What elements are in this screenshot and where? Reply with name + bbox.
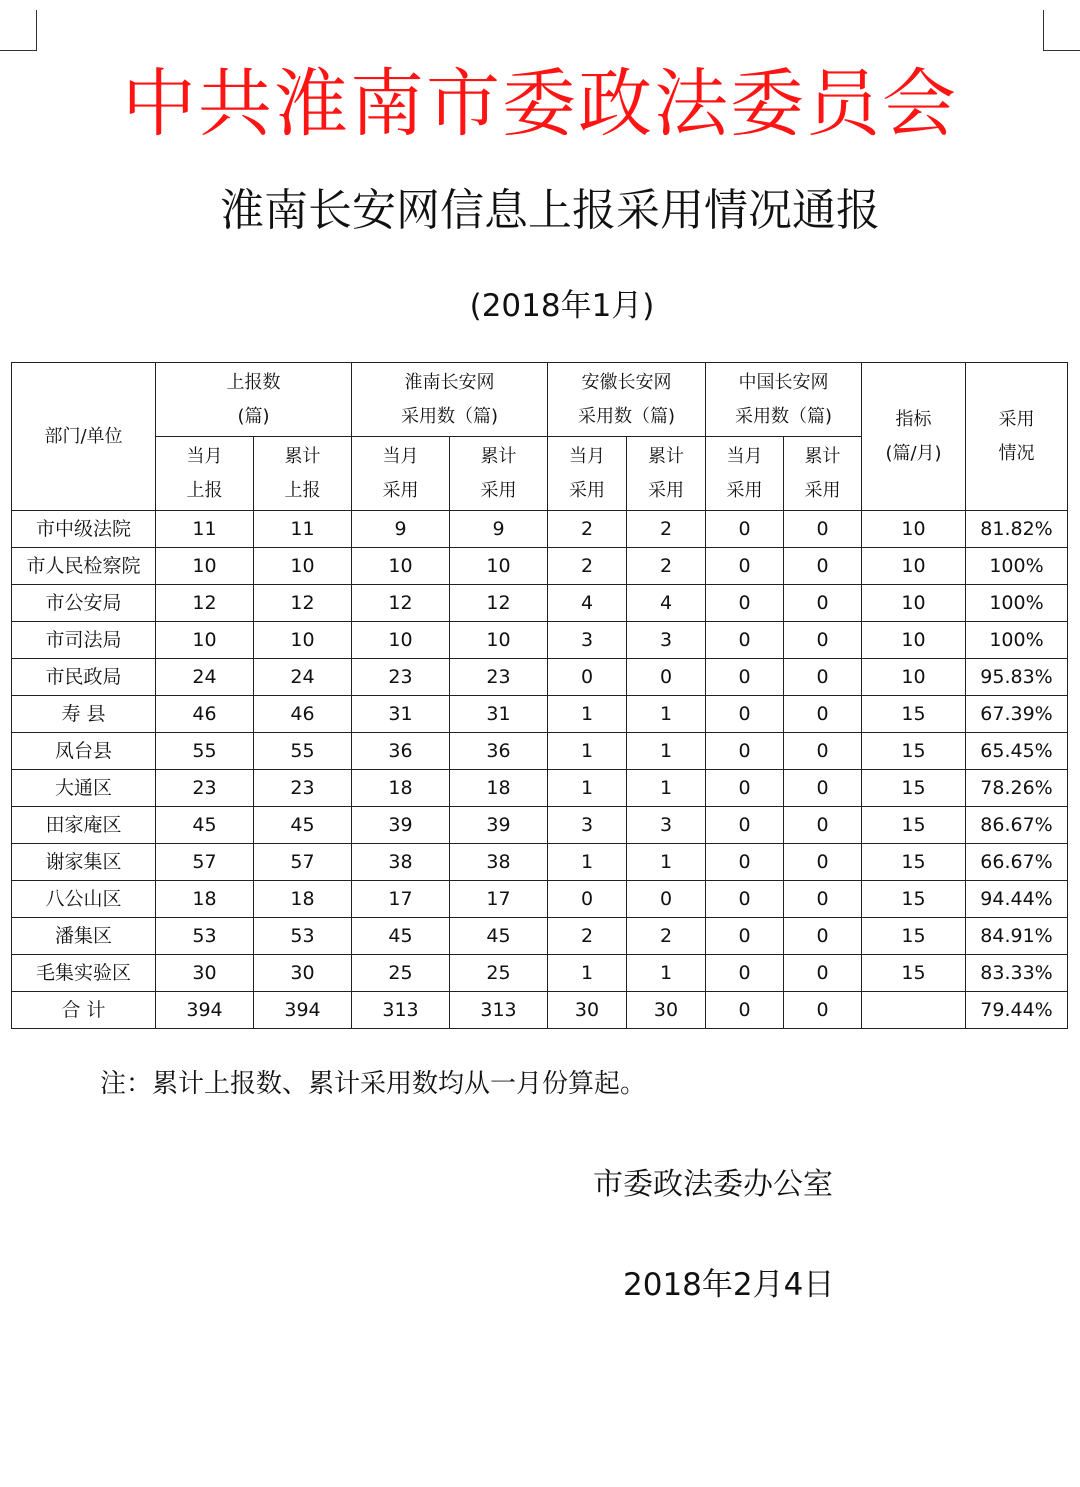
value-cell: 10 — [450, 548, 548, 585]
value-cell: 0 — [784, 585, 862, 622]
value-cell: 0 — [706, 844, 784, 881]
value-cell: 3 — [548, 807, 627, 844]
value-cell: 10 — [862, 585, 966, 622]
rate-column-header: 采用 情况 — [966, 363, 1068, 511]
value-cell: 313 — [352, 992, 450, 1029]
table-row — [12, 659, 1068, 696]
crop-mark-top-left — [0, 10, 37, 51]
dept-cell: 潘集区 — [12, 918, 156, 955]
value-cell: 15 — [862, 733, 966, 770]
value-cell: 0 — [706, 955, 784, 992]
value-cell: 39 — [450, 807, 548, 844]
value-cell: 0 — [784, 511, 862, 548]
value-cell: 17 — [450, 881, 548, 918]
value-cell: 1 — [548, 770, 627, 807]
value-cell: 1 — [548, 955, 627, 992]
value-cell: 23 — [156, 770, 254, 807]
table-row — [12, 696, 1068, 733]
value-cell: 24 — [156, 659, 254, 696]
table-row — [12, 770, 1068, 807]
value-cell: 30 — [627, 992, 706, 1029]
value-cell: 15 — [862, 918, 966, 955]
value-cell: 1 — [627, 733, 706, 770]
value-cell: 30 — [548, 992, 627, 1029]
group-header-china-adopted: 中国长安网 采用数（篇) — [706, 363, 862, 437]
value-cell: 12 — [254, 585, 352, 622]
value-cell: 394 — [156, 992, 254, 1029]
value-cell: 15 — [862, 696, 966, 733]
value-cell: 57 — [254, 844, 352, 881]
value-cell: 100% — [966, 585, 1068, 622]
value-cell: 10 — [862, 548, 966, 585]
value-cell: 95.83% — [966, 659, 1068, 696]
report-table — [11, 362, 1068, 1029]
value-cell: 46 — [254, 696, 352, 733]
value-cell: 31 — [352, 696, 450, 733]
value-cell: 0 — [784, 955, 862, 992]
value-cell: 15 — [862, 770, 966, 807]
dept-cell: 八公山区 — [12, 881, 156, 918]
table-row — [12, 992, 1068, 1029]
value-cell: 1 — [627, 955, 706, 992]
value-cell: 36 — [450, 733, 548, 770]
table-row — [12, 955, 1068, 992]
value-cell: 2 — [548, 918, 627, 955]
value-cell: 66.67% — [966, 844, 1068, 881]
value-cell: 10 — [352, 548, 450, 585]
value-cell: 0 — [706, 881, 784, 918]
value-cell: 4 — [627, 585, 706, 622]
value-cell: 0 — [706, 733, 784, 770]
value-cell: 45 — [254, 807, 352, 844]
value-cell: 15 — [862, 881, 966, 918]
value-cell: 15 — [862, 807, 966, 844]
value-cell: 0 — [784, 881, 862, 918]
value-cell: 83.33% — [966, 955, 1068, 992]
value-cell: 1 — [627, 696, 706, 733]
value-cell: 0 — [784, 733, 862, 770]
table-header-row-1 — [12, 363, 1068, 437]
value-cell: 1 — [627, 770, 706, 807]
value-cell: 2 — [548, 548, 627, 585]
value-cell: 100% — [966, 548, 1068, 585]
subheader-huainan-cumulative: 累计 采用 — [450, 437, 548, 511]
value-cell: 9 — [352, 511, 450, 548]
footnote: 注：累计上报数、累计采用数均从一月份算起。 — [100, 1069, 647, 1099]
subheader-anhui-cumulative: 累计 采用 — [627, 437, 706, 511]
value-cell: 0 — [784, 992, 862, 1029]
value-cell: 1 — [548, 696, 627, 733]
value-cell: 55 — [254, 733, 352, 770]
value-cell: 0 — [706, 511, 784, 548]
table-row — [12, 844, 1068, 881]
value-cell: 31 — [450, 696, 548, 733]
group-header-huainan-adopted: 淮南长安网 采用数（篇) — [352, 363, 548, 437]
value-cell: 0 — [706, 807, 784, 844]
value-cell: 12 — [450, 585, 548, 622]
table-row — [12, 807, 1068, 844]
dept-cell: 市人民检察院 — [12, 548, 156, 585]
dept-cell: 市中级法院 — [12, 511, 156, 548]
value-cell: 0 — [706, 622, 784, 659]
value-cell: 0 — [784, 807, 862, 844]
value-cell: 30 — [254, 955, 352, 992]
value-cell: 17 — [352, 881, 450, 918]
value-cell: 25 — [352, 955, 450, 992]
value-cell: 1 — [548, 844, 627, 881]
value-cell: 11 — [156, 511, 254, 548]
value-cell: 0 — [706, 770, 784, 807]
value-cell: 10 — [352, 622, 450, 659]
value-cell: 3 — [627, 622, 706, 659]
value-cell: 84.91% — [966, 918, 1068, 955]
group-header-reported: 上报数 (篇) — [156, 363, 352, 437]
value-cell: 38 — [352, 844, 450, 881]
value-cell: 94.44% — [966, 881, 1068, 918]
report-period: (2018年1月) — [469, 288, 655, 324]
value-cell: 12 — [352, 585, 450, 622]
target-column-header: 指标 (篇/月) — [862, 363, 966, 511]
dept-cell: 寿 县 — [12, 696, 156, 733]
table-row — [12, 511, 1068, 548]
value-cell: 4 — [548, 585, 627, 622]
dept-cell: 凤台县 — [12, 733, 156, 770]
value-cell: 65.45% — [966, 733, 1068, 770]
value-cell: 0 — [706, 585, 784, 622]
value-cell: 0 — [784, 770, 862, 807]
value-cell: 86.67% — [966, 807, 1068, 844]
value-cell: 79.44% — [966, 992, 1068, 1029]
organization-title: 中共淮南市委政法委员会 — [122, 61, 958, 147]
value-cell: 10 — [254, 548, 352, 585]
value-cell: 0 — [784, 548, 862, 585]
subheader-huainan-monthly: 当月 采用 — [352, 437, 450, 511]
value-cell: 0 — [627, 881, 706, 918]
value-cell: 55 — [156, 733, 254, 770]
value-cell: 45 — [156, 807, 254, 844]
value-cell: 0 — [784, 844, 862, 881]
value-cell: 45 — [450, 918, 548, 955]
table-row — [12, 585, 1068, 622]
value-cell: 10 — [254, 622, 352, 659]
value-cell: 0 — [706, 992, 784, 1029]
value-cell: 2 — [627, 548, 706, 585]
value-cell: 45 — [352, 918, 450, 955]
value-cell: 12 — [156, 585, 254, 622]
value-cell: 23 — [450, 659, 548, 696]
table-row — [12, 881, 1068, 918]
value-cell: 0 — [706, 918, 784, 955]
value-cell: 10 — [450, 622, 548, 659]
subheader-anhui-monthly: 当月 采用 — [548, 437, 627, 511]
value-cell: 0 — [784, 622, 862, 659]
value-cell — [862, 992, 966, 1029]
value-cell: 23 — [352, 659, 450, 696]
value-cell: 10 — [156, 622, 254, 659]
value-cell: 18 — [352, 770, 450, 807]
table-row — [12, 548, 1068, 585]
subheader-china-monthly: 当月 采用 — [706, 437, 784, 511]
value-cell: 24 — [254, 659, 352, 696]
value-cell: 0 — [627, 659, 706, 696]
value-cell: 11 — [254, 511, 352, 548]
dept-cell: 田家庵区 — [12, 807, 156, 844]
value-cell: 36 — [352, 733, 450, 770]
value-cell: 10 — [862, 659, 966, 696]
group-header-anhui-adopted: 安徽长安网 采用数（篇) — [548, 363, 706, 437]
value-cell: 10 — [862, 622, 966, 659]
value-cell: 10 — [156, 548, 254, 585]
dept-cell: 合 计 — [12, 992, 156, 1029]
value-cell: 78.26% — [966, 770, 1068, 807]
value-cell: 1 — [627, 844, 706, 881]
value-cell: 53 — [254, 918, 352, 955]
dept-column-header: 部门/单位 — [12, 363, 156, 511]
value-cell: 9 — [450, 511, 548, 548]
value-cell: 313 — [450, 992, 548, 1029]
value-cell: 67.39% — [966, 696, 1068, 733]
dept-cell: 市公安局 — [12, 585, 156, 622]
table-row — [12, 918, 1068, 955]
value-cell: 0 — [548, 659, 627, 696]
value-cell: 2 — [627, 511, 706, 548]
value-cell: 23 — [254, 770, 352, 807]
value-cell: 30 — [156, 955, 254, 992]
dept-cell: 毛集实验区 — [12, 955, 156, 992]
value-cell: 100% — [966, 622, 1068, 659]
value-cell: 0 — [706, 548, 784, 585]
subheader-monthly-reported: 当月 上报 — [156, 437, 254, 511]
value-cell: 46 — [156, 696, 254, 733]
value-cell: 1 — [548, 733, 627, 770]
value-cell: 10 — [862, 511, 966, 548]
issuing-office: 市委政法委办公室 — [593, 1167, 833, 1202]
dept-cell: 市民政局 — [12, 659, 156, 696]
dept-cell: 市司法局 — [12, 622, 156, 659]
value-cell: 0 — [706, 696, 784, 733]
subheader-china-cumulative: 累计 采用 — [784, 437, 862, 511]
value-cell: 18 — [450, 770, 548, 807]
value-cell: 15 — [862, 844, 966, 881]
value-cell: 0 — [706, 659, 784, 696]
value-cell: 2 — [548, 511, 627, 548]
table-row — [12, 622, 1068, 659]
value-cell: 3 — [548, 622, 627, 659]
crop-mark-top-right — [1043, 10, 1080, 51]
dept-cell: 谢家集区 — [12, 844, 156, 881]
value-cell: 39 — [352, 807, 450, 844]
subheader-cumulative-reported: 累计 上报 — [254, 437, 352, 511]
value-cell: 57 — [156, 844, 254, 881]
value-cell: 0 — [548, 881, 627, 918]
value-cell: 18 — [254, 881, 352, 918]
value-cell: 15 — [862, 955, 966, 992]
table-row — [12, 733, 1068, 770]
value-cell: 2 — [627, 918, 706, 955]
value-cell: 81.82% — [966, 511, 1068, 548]
value-cell: 0 — [784, 659, 862, 696]
table-body — [12, 511, 1068, 1029]
value-cell: 25 — [450, 955, 548, 992]
value-cell: 3 — [627, 807, 706, 844]
issue-date: 2018年2月4日 — [623, 1267, 835, 1303]
value-cell: 0 — [784, 696, 862, 733]
dept-cell: 大通区 — [12, 770, 156, 807]
value-cell: 18 — [156, 881, 254, 918]
report-title: 淮南长安网信息上报采用情况通报 — [220, 185, 880, 236]
value-cell: 38 — [450, 844, 548, 881]
value-cell: 394 — [254, 992, 352, 1029]
value-cell: 0 — [784, 918, 862, 955]
value-cell: 53 — [156, 918, 254, 955]
